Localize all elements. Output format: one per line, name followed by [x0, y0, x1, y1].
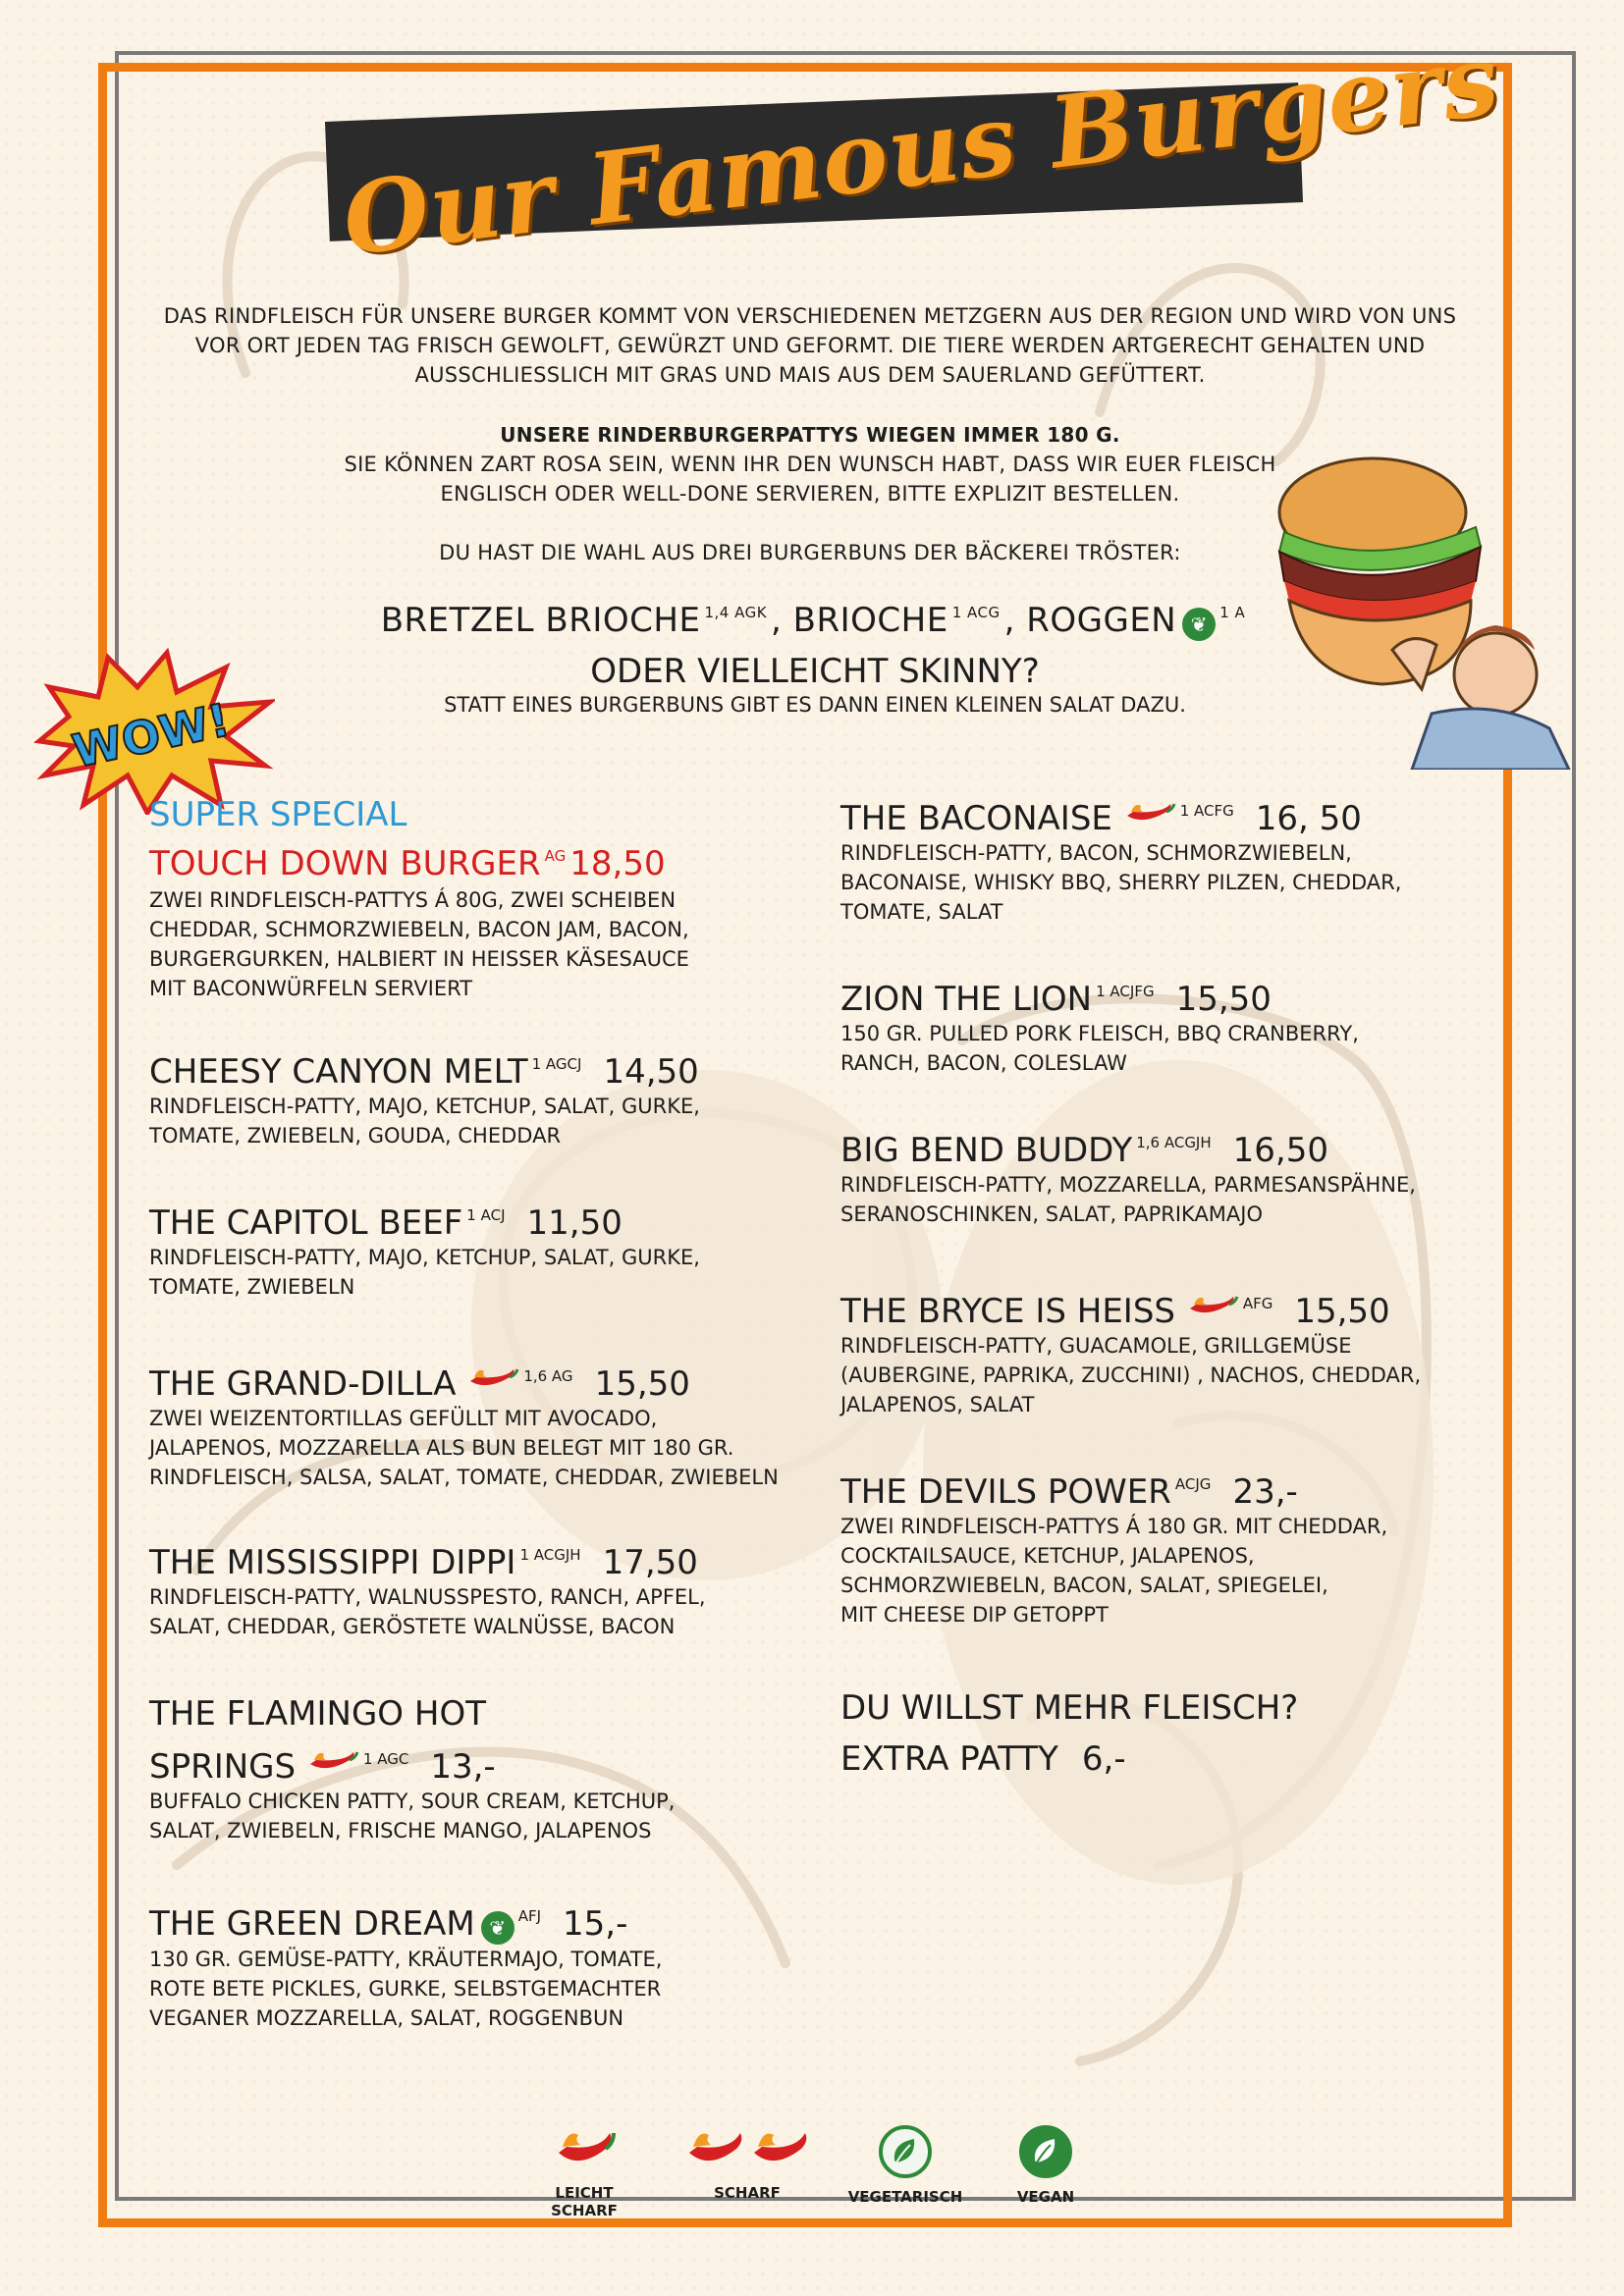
desc-line: VEGANER MOZZARELLA, SALAT, ROGGENBUN — [149, 2006, 624, 2030]
wow-burst-icon — [29, 648, 275, 815]
desc-line: RINDFLEISCH-PATTY, MAJO, KETCHUP, SALAT, GURKE, — [149, 1246, 700, 1269]
special-item — [149, 795, 837, 1003]
item-price: 17,50 — [602, 1543, 698, 1582]
desc-line: (AUBERGINE, PAPRIKA, ZUCCHINI) , NACHOS, CHEDDAR, — [840, 1363, 1422, 1387]
desc-line: BURGERGURKEN, HALBIERT IN HEISSER KÄSESAUCE — [149, 947, 689, 971]
menu-item-grand-dilla — [149, 1357, 837, 1492]
allergen-codes: AG — [544, 847, 567, 865]
desc-line: ZWEI WEIZENTORTILLAS GEFÜLLT MIT AVOCADO, — [149, 1407, 658, 1430]
legend-label: VEGAN — [1016, 2188, 1075, 2206]
item-price: 16, 50 — [1255, 799, 1362, 838]
menu-item-capitol-beef — [149, 1196, 837, 1302]
item-name: THE GREEN DREAM — [149, 1904, 475, 1944]
item-name: ZION THE LION — [840, 980, 1093, 1019]
desc-line: RINDFLEISCH-PATTY, GUACAMOLE, GRILLGEMÜSE — [840, 1334, 1352, 1358]
desc-line: 130 GR. GEMÜSE-PATTY, KRÄUTERMAJO, TOMATE, — [149, 1948, 663, 1971]
allergen-codes: 1 AGCJ — [531, 1055, 582, 1073]
allergen-codes: 1,4 AGK — [704, 604, 768, 621]
special-description — [149, 885, 837, 1003]
legend-vegan — [992, 2125, 1100, 2206]
burger-illustration — [1245, 454, 1589, 770]
desc-line: BACONAISE, WHISKY BBQ, SHERRY PILZEN, CHEDDAR, — [840, 871, 1402, 894]
desc-line: SCHMORZWIEBELN, BACON, SALAT, SPIEGELEI, — [840, 1574, 1328, 1597]
special-title — [149, 834, 837, 885]
intro-line: ENGLISCH ODER WELL-DONE SERVIEREN, BITTE EXPLIZIT BESTELLEN. — [440, 482, 1180, 506]
chili-icon — [1123, 800, 1176, 828]
intro-paragraph-1 — [137, 301, 1483, 390]
desc-line: ZWEI RINDFLEISCH-PATTYS Á 80G, ZWEI SCHEIBEN — [149, 888, 677, 912]
desc-line: SALAT, ZWIEBELN, FRISCHE MANGO, JALAPENOS — [149, 1819, 652, 1842]
legend-label: VEGETARISCH — [847, 2188, 963, 2206]
allergen-codes: AFJ — [517, 1907, 542, 1925]
desc-line: TOMATE, SALAT — [840, 900, 1003, 924]
item-price: 14,50 — [603, 1052, 699, 1092]
allergen-codes: 1 A — [1219, 604, 1246, 621]
vegan-icon: ❦ — [481, 1911, 514, 1945]
item-name: THE GRAND-DILLA — [149, 1364, 457, 1404]
menu-item-devils-power — [840, 1465, 1528, 1629]
desc-line: RINDFLEISCH-PATTY, MAJO, KETCHUP, SALAT, GURKE, — [149, 1095, 700, 1118]
chili-icon — [466, 1365, 519, 1393]
item-price: 23,- — [1232, 1472, 1298, 1512]
special-name: TOUCH DOWN BURGER — [149, 844, 541, 883]
menu-item-zion-the-lion — [840, 972, 1528, 1078]
bun-options: BRETZEL BRIOCHE $^{1,4 AGK}$ , BRIOCHE $^{1 ACG}$ , ROGGEN ❦ $^{1 A}$ — [380, 601, 1246, 640]
menu-item-cheesy-canyon-melt — [149, 1044, 837, 1150]
intro-line: DAS RINDFLEISCH FÜR UNSERE BURGER KOMMT VON VERSCHIEDENEN METZGERN AUS DER REGION UND WIRD VON UNS — [163, 304, 1457, 328]
desc-line: TOMATE, ZWIEBELN — [149, 1275, 355, 1299]
wow-text: WOW! — [68, 692, 235, 778]
bun-bretzel: BRETZEL BRIOCHE — [380, 601, 701, 640]
desc-line: ZWEI RINDFLEISCH-PATTYS Á 180 GR. MIT CHEDDAR, — [840, 1515, 1388, 1538]
intro-line: SIE KÖNNEN ZART ROSA SEIN, WENN IHR DEN WUNSCH HABT, DASS WIR EUER FLEISCH — [344, 453, 1276, 476]
item-name: BIG BEND BUDDY — [840, 1131, 1133, 1170]
desc-line: JALAPENOS, MOZZARELLA ALS BUN BELEGT MIT 180 GR. — [149, 1436, 734, 1460]
allergen-codes: 1 ACGJH — [519, 1546, 581, 1564]
item-name: THE FLAMINGO HOT — [149, 1694, 486, 1734]
desc-line: SERANOSCHINKEN, SALAT, PAPRIKAMAJO — [840, 1202, 1264, 1226]
bun-brioche: BRIOCHE — [792, 601, 948, 640]
menu-item-bryce-is-heiss — [840, 1284, 1528, 1419]
allergen-codes: AFG — [1242, 1295, 1273, 1312]
desc-line: CHEDDAR, SCHMORZWIEBELN, BACON JAM, BACON, — [149, 918, 689, 941]
extra-patty-section — [840, 1682, 1528, 1785]
item-name: THE CAPITOL BEEF — [149, 1203, 463, 1243]
item-name: THE BRYCE IS HEISS — [840, 1292, 1175, 1331]
allergen-codes: 1 ACFG — [1179, 802, 1234, 820]
item-price: 15,50 — [594, 1364, 690, 1404]
desc-line: RINDFLEISCH-PATTY, MOZZARELLA, PARMESANSPÄHNE, — [840, 1173, 1416, 1197]
item-price: 15,- — [563, 1904, 628, 1944]
desc-line: ROTE BETE PICKLES, GURKE, SELBSTGEMACHTER — [149, 1977, 662, 2001]
chili-icon — [1186, 1293, 1239, 1320]
vegan-leaf-icon — [1019, 2125, 1072, 2178]
extra-patty-label: EXTRA PATTY — [840, 1739, 1058, 1779]
item-price: 15,50 — [1175, 980, 1272, 1019]
double-chili-icon — [683, 2125, 811, 2174]
bun-choice-note: DU HAST DIE WAHL AUS DREI BURGERBUNS DER BÄCKEREI TRÖSTER: — [439, 541, 1181, 564]
allergen-codes: 1 ACJ — [466, 1206, 506, 1224]
desc-line: BUFFALO CHICKEN PATTY, SOUR CREAM, KETCHUP, — [149, 1789, 676, 1813]
desc-line: COCKTAILSAUCE, KETCHUP, JALAPENOS, — [840, 1544, 1255, 1568]
desc-line: 150 GR. PULLED PORK FLEISCH, BBQ CRANBERRY, — [840, 1022, 1359, 1045]
allergen-codes: 1,6 AG — [523, 1367, 573, 1385]
allergen-codes: 1 ACG — [951, 604, 1001, 621]
extra-patty-price: 6,- — [1081, 1739, 1126, 1779]
vegan-icon: ❦ — [1182, 608, 1216, 641]
desc-line: SALAT, CHEDDAR, GERÖSTETE WALNÜSSE, BACON — [149, 1615, 676, 1638]
item-name: THE DEVILS POWER — [840, 1472, 1171, 1512]
more-meat-question: DU WILLST MEHR FLEISCH? — [840, 1688, 1299, 1728]
page-title: Our Famous Burgers — [337, 21, 1506, 279]
desc-line: RINDFLEISCH-PATTY, BACON, SCHMORZWIEBELN, — [840, 841, 1352, 865]
menu-item-big-bend-buddy — [840, 1123, 1528, 1229]
super-special-label: SUPER SPECIAL — [149, 795, 407, 834]
desc-line: RINDFLEISCH-PATTY, WALNUSSPESTO, RANCH, APFEL, — [149, 1585, 706, 1609]
legend-label: LEICHT SCHARF — [551, 2184, 618, 2219]
desc-line: MIT CHEESE DIP GETOPPT — [840, 1603, 1109, 1627]
desc-line: RANCH, BACON, COLESLAW — [840, 1051, 1127, 1075]
bun-roggen: ROGGEN — [1026, 601, 1177, 640]
menu-item-green-dream — [149, 1896, 837, 2033]
allergen-codes: ACJG — [1174, 1475, 1212, 1493]
desc-line: JALAPENOS, SALAT — [840, 1393, 1035, 1416]
item-price: 11,50 — [526, 1203, 623, 1243]
allergen-codes: 1 ACJFG — [1096, 983, 1155, 1000]
legend-label: SCHARF — [714, 2184, 781, 2202]
allergen-codes: 1,6 ACGJH — [1136, 1134, 1212, 1151]
chili-icon — [306, 1748, 359, 1776]
menu-item-baconaise — [840, 791, 1528, 927]
item-price: 13,- — [430, 1747, 496, 1787]
allergen-codes: 1 AGC — [362, 1750, 409, 1768]
desc-line: MIT BACONWÜRFELN SERVIERT — [149, 977, 473, 1000]
special-price: 18,50 — [569, 844, 666, 883]
legend-hot — [674, 2125, 821, 2202]
skinny-note: STATT EINES BURGERBUNS GIBT ES DANN EINEN KLEINEN SALAT DAZU. — [444, 693, 1186, 717]
intro-line: VOR ORT JEDEN TAG FRISCH GEWOLFT, GEWÜRZT UND GEFORMT. DIE TIERE WERDEN ARTGERECHT GEHALTEN UND — [194, 334, 1426, 357]
desc-line: RINDFLEISCH, SALSA, SALAT, TOMATE, CHEDDAR, ZWIEBELN — [149, 1466, 779, 1489]
patty-weight-note: UNSERE RINDERBURGERPATTYS WIEGEN IMMER 180 G. — [500, 423, 1120, 447]
item-price: 16,50 — [1232, 1131, 1328, 1170]
menu-item-flamingo-hot-springs — [149, 1688, 837, 1845]
intro-line: AUSSCHLIESSLICH MIT GRAS UND MAIS AUS DEM SAUERLAND GEFÜTTERT. — [414, 363, 1206, 387]
item-name: CHEESY CANYON MELT — [149, 1052, 528, 1092]
item-name: THE MISSISSIPPI DIPPI — [149, 1543, 516, 1582]
desc-line: TOMATE, ZWIEBELN, GOUDA, CHEDDAR — [149, 1124, 562, 1148]
legend-mild — [520, 2125, 648, 2219]
chili-icon — [553, 2125, 616, 2174]
item-name-line-2: SPRINGS — [149, 1747, 297, 1787]
legend-vegetarian — [846, 2125, 964, 2206]
item-price: 15,50 — [1294, 1292, 1390, 1331]
item-name: THE BACONAISE — [840, 799, 1112, 838]
menu-item-mississippi-dippi — [149, 1535, 837, 1641]
vegetarian-leaf-icon — [879, 2125, 932, 2178]
skinny-option: ODER VIELLEICHT SKINNY? — [590, 652, 1040, 691]
